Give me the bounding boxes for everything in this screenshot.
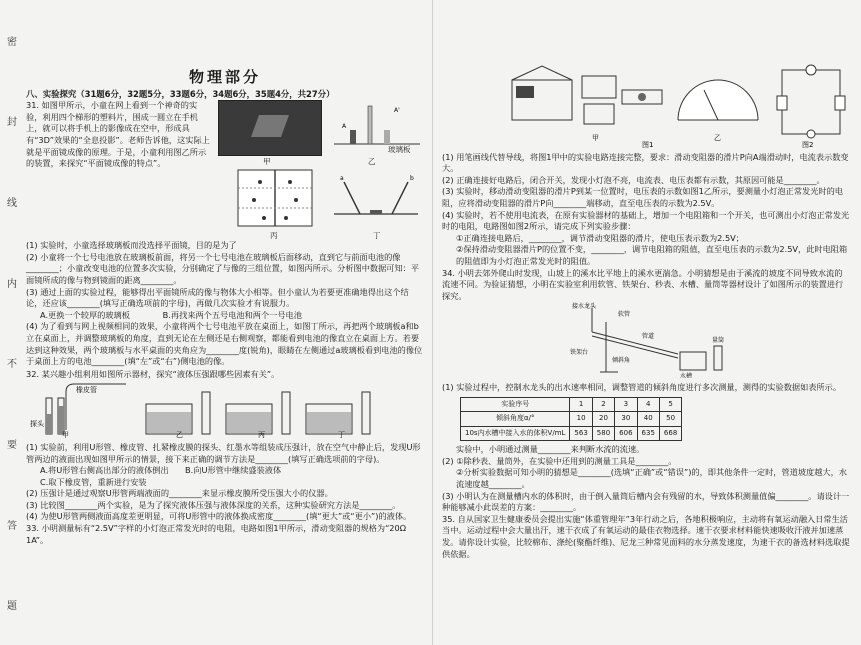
page-title: 物理部分 — [188, 68, 261, 86]
q33-part3: (3) 实验时，移动滑动变阻器的滑片P到某一位置时，电压表的示数如图1乙所示，要测量小灯泡正常发光时的电阻，应将滑动变阻器的滑片P向________端移动，直至电压表的示数为2.5V。 — [442, 186, 843, 208]
rubber-tube-label: 橡皮管 — [76, 386, 97, 395]
fig-label: 乙 — [368, 157, 376, 167]
q34-part2-b: ②分析实验数据可知小明的猜想是________(选填“正确”或“错误”)的，即其他条件一定时，管道坡度越大，水流速度越________。 — [456, 467, 847, 490]
q31-block — [26, 100, 424, 240]
fig-label: 图2 — [802, 141, 814, 148]
pressure-gauge-figures — [26, 380, 422, 438]
hose-label: 软管 — [618, 311, 631, 319]
table-cell: 50 — [659, 412, 681, 427]
q31-intro: 31. 如图甲所示，小童在网上看到一个神奇的实验，利用四个梯形的塑料片，围成一圆立在手机上，就可以将手机上的影像成在空中，形成具有“3D”效果的“全息投影”。老师告诉他，这实际上就是平面镜成像的原理。于是，小童利用图乙所示的装置，来探究“平面镜成像的特点”。 — [26, 100, 210, 169]
seal-char: 内 — [7, 278, 17, 290]
seal-char: 密 — [7, 36, 17, 48]
table-cell: 606 — [615, 426, 637, 441]
q34-intro: 34. 小明去郊外爬山时发现，山坡上的溪水比平地上的溪水更湍急。小明猜想是由于溪流的坡度不同导致水流的流速不同。为验证猜想，小明在实验室利用软管、铁架台、秒表、水槽、量筒等器材设计了如图所示的装置进行探究。 — [442, 267, 844, 301]
angle-label: 倾斜角 — [612, 357, 631, 365]
q31-part2: (2) 小童将一个七号电池放在玻璃板前面，将另一个七号电池在玻璃板后面移动，直到它与前面电池的像________；小童改变电池的位置多次实验，分别确定了与像的三组位置，如图丙所示。分析图中数据可知：平面镜所成的像与物到镜面的距离________。 — [26, 251, 420, 285]
q33-part2: (2) 正确连接好电路后，闭合开关，发现小灯泡不亮，电流表、电压表都有示数，其原因可能是________。 — [442, 174, 825, 185]
q33-part4: (4) 实验时，若不使用电流表，在原有实验器材的基础上，增加一个电阻箱和一个开关，也可测出小灯泡正常发光时的电阻，电路图如图2所示，请完成下列实验步骤： — [442, 209, 850, 232]
section-header: 八、实验探究（31题6分，32题5分，33题6分，34题6分，35题4分，共27分） — [26, 88, 335, 99]
water-slope-apparatus — [442, 302, 850, 378]
table-cell: 10 — [570, 412, 592, 427]
table-cell: 668 — [659, 426, 681, 441]
table-cell: 30 — [615, 412, 637, 427]
table-row — [461, 426, 682, 441]
q31-part3: (3) 通过上面的实验过程，能够得出平面镜所成的像与物体大小相等。但小童认为若要更准确地得出这个结论，还应该________(填写正确选项前的字母)，再做几次实验才有说服力。 — [26, 286, 409, 309]
table-cell: 10s内水槽中接入水的体积V/mL — [461, 426, 570, 441]
hologram-photo — [218, 100, 322, 156]
q34-part1-measure: 实验中，小明通过测量________来判断水流的流速。 — [456, 444, 645, 455]
q32-part1: (1) 实验前，利用U形管、橡皮管、扎紧橡皮膜的探头、红墨水等组装成压强计，放在空气中静止后，发现U形管两边的液面出现如图甲所示的情景，接下来正确的调节方法是________(填写正确选项前的字母)。 — [26, 441, 421, 464]
q31-part4: (4) 为了看到与网上视频相同的效果，小童将两个七号电池平放在桌面上，如图丁所示，再把两个玻璃板a和b立在桌面上，并调整玻璃板的角度，直到无论在左侧还是右侧观察，都能看到电池的像直立在桌面上方。若要达到这种效果，两个玻璃板与水平桌面的夹角应为________度(锐角)，眼睛在左侧通过a玻璃板看到电池的像位于桌面上方的电池________(填“左”或“右”)侧电池的像。 — [26, 321, 423, 367]
two-plate-diagram — [330, 172, 422, 226]
pipe-label: 管道 — [642, 333, 655, 341]
table-cell: 563 — [570, 426, 592, 441]
fig-label: 图1 — [642, 141, 654, 148]
table-cell: 2 — [592, 397, 614, 412]
q33-part4-step2: ②保持滑动变阻器滑片P的位置不变，________，调节电阻箱的阻值，直至电压表的示数为2.5V，此时电阻箱的阻值即为小灯泡正常发光时的阻值。 — [456, 244, 848, 266]
table-cell: 20 — [592, 412, 614, 427]
q32-part4: (4) 为使U形管两侧液面高度差更明显，可将U形管中的液体换成密度________(填“更大”或“更小”)的液体。 — [26, 511, 412, 522]
svg-text:A': A' — [394, 107, 400, 115]
fig-label: 丁 — [373, 231, 381, 241]
q32-part3: (3) 比较图________两个实验，是为了探究液体压强与液体深度的关系，这种实验研究方法是________。 — [26, 499, 401, 510]
table-cell: 3 — [615, 397, 637, 412]
fig-label: 乙 — [176, 431, 183, 439]
image-position-grid — [236, 168, 314, 228]
circuit-figures — [442, 60, 850, 148]
table-header-row — [461, 397, 682, 412]
table-cell: 实验序号 — [461, 397, 570, 412]
fig-label: 丁 — [338, 431, 345, 439]
seal-char: 要 — [7, 439, 17, 451]
table-cell: 635 — [637, 426, 659, 441]
table-cell: 1 — [570, 397, 592, 412]
q34-part2: (2) ①除秒表、量筒外，在实验中还用到的测量工具是________。 — [442, 455, 677, 466]
fig-label: 丙 — [258, 431, 265, 439]
seal-char: 线 — [7, 198, 17, 210]
fig-label: 甲 — [62, 431, 69, 439]
q32-part1-option-c: C.取下橡皮管，重新进行安装 — [40, 476, 147, 487]
q31-figures — [218, 100, 424, 240]
svg-text:a: a — [340, 175, 344, 183]
q32-part2: (2) 压强计是通过观察U形管两端液面的________来显示橡皮膜所受压强大小的仪器。 — [26, 488, 333, 499]
q33-intro: 33. 小明测量标有“2.5V”字样的小灯泡正常发光时的电阻，电路如图1甲所示，滑动变阻器的规格为“20Ω 1A”。 — [26, 523, 406, 545]
table-cell: 580 — [592, 426, 614, 441]
left-column — [26, 70, 424, 546]
q33-part4-step1: ①正确连接电路后，________，调节滑动变阻器的滑片，使电压表示数为2.5V； — [456, 232, 744, 243]
binding-margin — [2, 0, 22, 645]
glass-plate-label: 玻璃板 — [388, 145, 411, 155]
fig-label: 甲 — [592, 134, 599, 142]
q33-part1: (1) 用笔画线代替导线，将图1甲中的实验电路连接完整，要求：滑动变阻器的滑片P向A端滑动时，电流表示数变大。 — [442, 151, 849, 174]
data-table — [460, 397, 682, 442]
q31-part3-options: A.更换一个较厚的玻璃板 B.再找来两个五号电池和两个一号电池 — [40, 309, 302, 320]
seal-char: 题 — [7, 601, 17, 613]
seal-char: 封 — [7, 117, 17, 129]
tank-label: 水槽 — [680, 373, 693, 379]
page-fold — [432, 0, 433, 645]
fig-label: 甲 — [263, 157, 271, 167]
q32-part1-options: A.将U形管右侧高出部分的液体倒出 B.向U形管中继续盛装液体 — [40, 465, 282, 476]
svg-text:b: b — [410, 175, 414, 183]
table-cell: 5 — [659, 397, 681, 412]
q32-intro: 32. 某兴趣小组利用如图所示器材，探究“液体压强跟哪些因素有关”。 — [26, 368, 280, 379]
cylinder-label: 量筒 — [712, 337, 725, 345]
stand-label: 铁架台 — [570, 349, 589, 357]
probe-label: 探头 — [30, 420, 44, 429]
seal-char: 答 — [7, 520, 17, 532]
svg-text:A: A — [342, 123, 347, 131]
q31-part1: (1) 实验时，小童选择玻璃板而没选择平面镜，目的是为了 — [26, 240, 237, 251]
right-column — [442, 60, 850, 560]
q34-part1: (1) 实验过程中，控制水龙头的出水速率相同，调整管道的倾斜角度进行多次测量，测得的实验数据如表所示。 — [442, 381, 842, 392]
table-row — [461, 412, 682, 427]
table-cell: 倾斜角度α/° — [461, 412, 570, 427]
fig-label: 丙 — [270, 231, 278, 241]
table-cell: 40 — [637, 412, 659, 427]
table-cell: 4 — [637, 397, 659, 412]
q34-part3: (3) 小明认为在测量槽内水的体积时，由于倒入量筒后槽内会有残留的水，导致体积测量值偏________。请设计一种能够减小此误差的方案：________。 — [442, 490, 850, 513]
q35: 35. 自从国家卫生健康委员会提出实施“体重管理年”3年行动之后，各地积极响应，主动将有氧运动融入日常生活当中。运动过程中会大量出汗，速干衣成了有氧运动的最佳衣物选择。速干衣要求材料能快速吸收汗液并加速蒸发。请你设计实验，比较棉布、涤纶(聚酯纤维)、尼龙三种常见面料的水分蒸发速度，为速干衣的备选材料选取提供依据。 — [442, 513, 850, 559]
fig-label: 乙 — [714, 134, 721, 142]
tap-label: 接水龙头 — [572, 303, 597, 311]
seal-char: 不 — [7, 359, 17, 371]
